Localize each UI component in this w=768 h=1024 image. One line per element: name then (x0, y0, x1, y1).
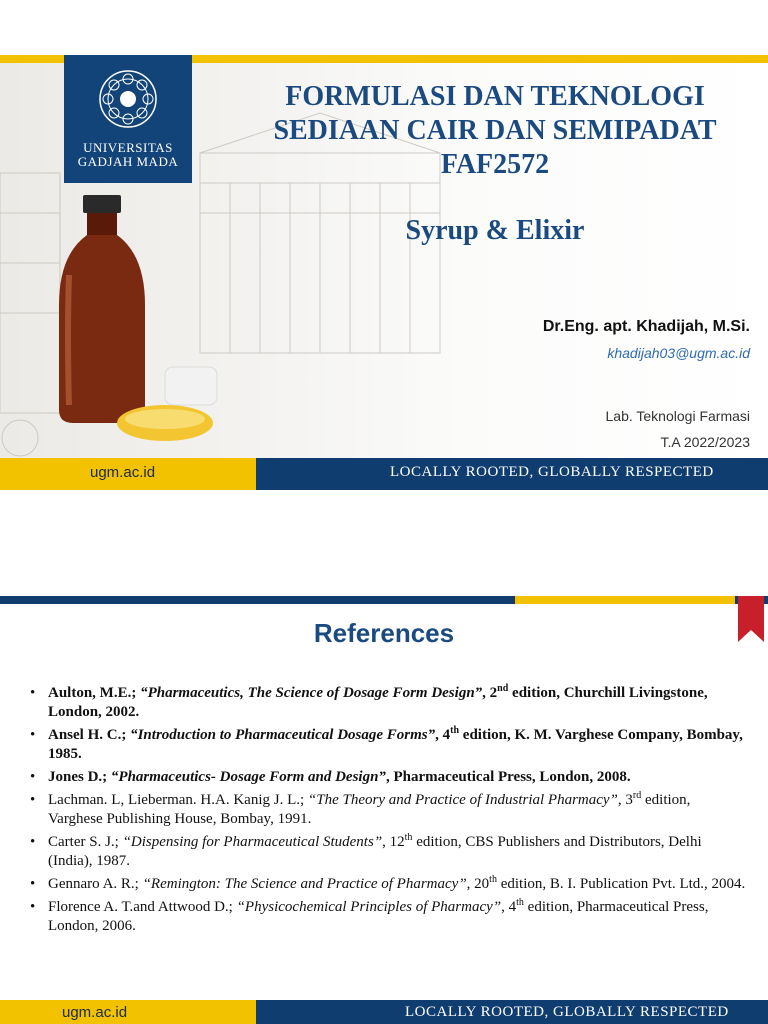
top-blue-strip (0, 596, 515, 604)
ref-edition-suffix: nd (497, 683, 509, 694)
academic-year: T.A 2022/2023 (660, 434, 750, 450)
ref-edition: , 2 (482, 685, 498, 701)
ref-author: Carter S. J.; (48, 834, 123, 850)
ref-title: “The Theory and Practice of Industrial Pharmacy” (307, 792, 618, 808)
university-line2: GADJAH MADA (77, 154, 179, 169)
university-name (64, 141, 192, 169)
ref-edition: , 12 (382, 834, 405, 850)
ref-title: “Pharmaceutics, The Science of Dosage Form Design” (140, 685, 483, 701)
list-item (28, 768, 748, 787)
ref-title: “Physicochemical Principles of Pharmacy” (236, 899, 502, 915)
bottle-icon (55, 195, 235, 455)
ref-edition: , 4 (501, 899, 517, 915)
list-item (28, 791, 748, 829)
footer-yellow-block (0, 1000, 256, 1024)
title-line2: SEDIAAN CAIR DAN SEMIPADAT (273, 115, 717, 146)
syrup-bottle-illustration (55, 195, 235, 460)
ref-edition: , 20 (466, 876, 490, 892)
ugm-seal-icon (98, 69, 158, 129)
footer-motto: LOCALLY ROOTED, GLOBALLY RESPECTED (390, 464, 714, 480)
ref-edition-suffix: th (404, 832, 413, 843)
list-item (28, 726, 748, 764)
ref-publisher: edition, CBS Publishers and Distributors, Delhi (India), 1987. (48, 834, 702, 869)
list-item (28, 833, 748, 871)
ref-edition: , 4 (435, 727, 451, 743)
ref-publisher: edition, Varghese Publishing House, Bombay, 1991. (48, 792, 691, 827)
ref-publisher: edition, K. M. Varghese Company, Bombay, 1985. (48, 727, 743, 762)
ref-author: Aulton, M.E.; (48, 685, 141, 701)
title-slide (0, 0, 768, 500)
ref-edition-suffix: rd (632, 790, 642, 801)
list-item (28, 684, 748, 722)
ref-title: “Pharmaceutics- Dosage Form and Design” (110, 769, 386, 785)
ref-title: “Remington: The Science and Practice of Pharmacy” (142, 876, 467, 892)
footer-url[interactable]: ugm.ac.id (90, 464, 156, 481)
title-line3: FAF2572 (440, 149, 550, 180)
top-yellow-strip (515, 596, 735, 604)
ref-author: Lachman. L, Lieberman. H.A. Kanig J. L.; (48, 792, 308, 808)
list-item (28, 875, 748, 894)
ref-publisher: edition, B. I. Publication Pvt. Ltd., 2004. (496, 876, 746, 892)
lab-name: Lab. Teknologi Farmasi (605, 408, 750, 424)
slide2-footer (0, 1000, 768, 1024)
university-line1: UNIVERSITAS (83, 140, 173, 155)
footer-motto: LOCALLY ROOTED, GLOBALLY RESPECTED (405, 1004, 729, 1020)
ref-title: “Introduction to Pharmaceutical Dosage Forms” (130, 727, 436, 743)
references-slide (0, 596, 768, 1024)
ref-title: “Dispensing for Pharmaceutical Students” (122, 834, 383, 850)
ref-edition-suffix: th (489, 874, 497, 885)
ref-publisher: edition, Churchill Livingstone, London, 2002. (48, 685, 708, 720)
subtitle: Syrup & Elixir (405, 215, 585, 246)
references-title: References (313, 618, 455, 648)
ref-edition: , 3 (617, 792, 633, 808)
ref-publisher: , Pharmaceutical Press, London, 2008. (385, 769, 631, 785)
ref-publisher: edition, Pharmaceutical Press, London, 2006. (48, 899, 709, 934)
title-line1: FORMULASI DAN TEKNOLOGI (285, 81, 705, 112)
course-title (250, 80, 740, 182)
ref-author: Ansel H. C.; (48, 727, 131, 743)
slide1-footer (0, 458, 768, 490)
footer-url[interactable]: ugm.ac.id (62, 1004, 128, 1021)
ref-author: Gennaro A. R.; (48, 876, 143, 892)
references-list (28, 684, 748, 940)
ref-author: Florence A. T.and Attwood D.; (48, 899, 237, 915)
list-item (28, 898, 748, 936)
ugm-logo (64, 55, 192, 183)
ref-edition-suffix: th (450, 725, 460, 736)
ref-edition-suffix: th (516, 897, 524, 908)
author-name: Dr.Eng. apt. Khadijah, M.Si. (542, 318, 750, 335)
author-email[interactable]: khadijah03@ugm.ac.id (607, 345, 750, 361)
ref-author: Jones D.; (48, 769, 111, 785)
